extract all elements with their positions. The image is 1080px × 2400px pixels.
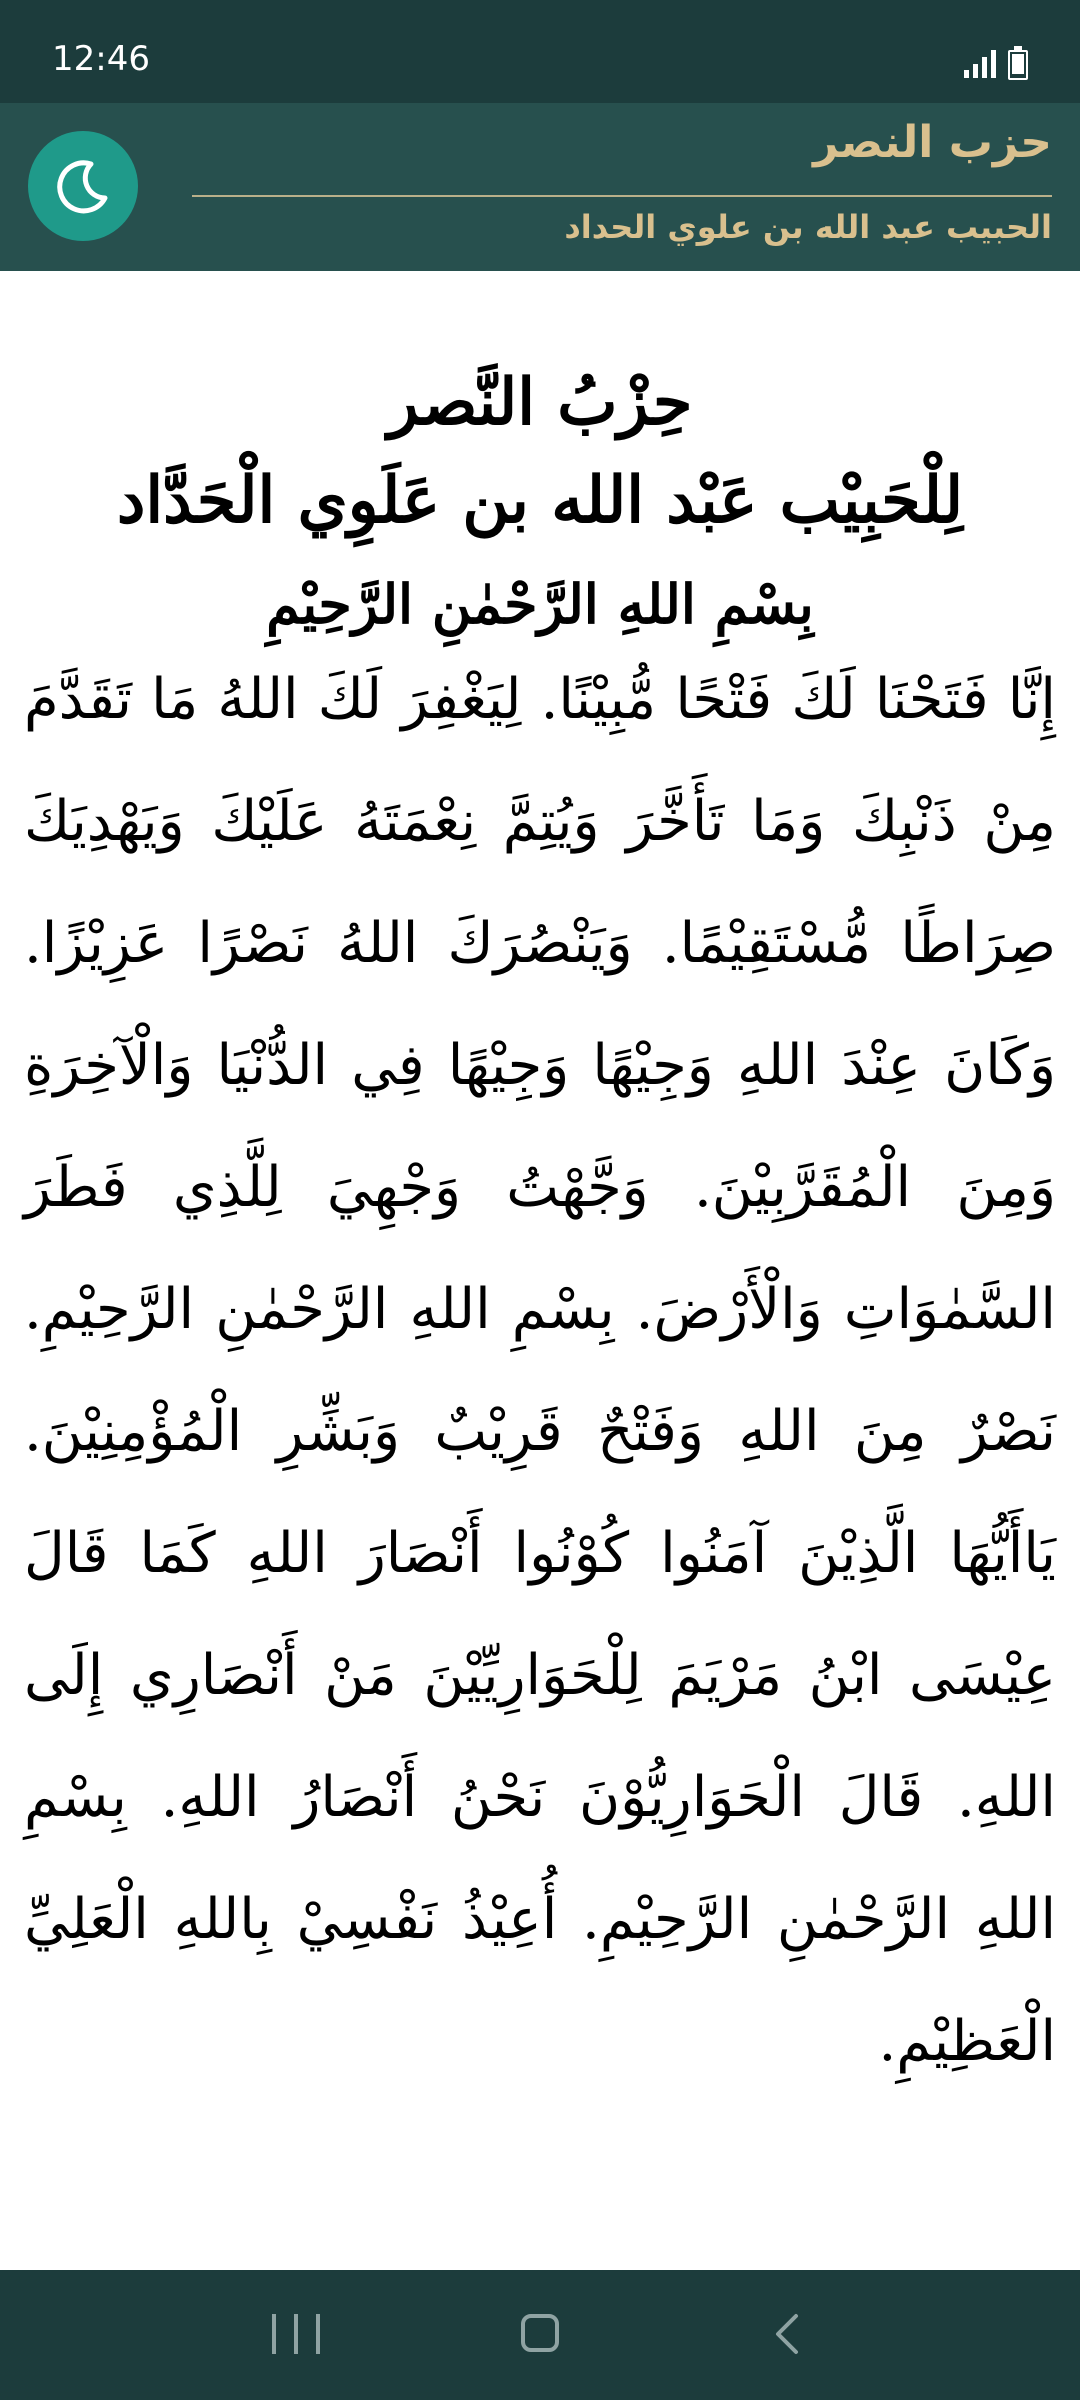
status-bar [0, 0, 1080, 103]
home-icon[interactable] [521, 2314, 559, 2352]
document-title: حِزْبُ النَّصر [387, 365, 693, 440]
document-view[interactable] [0, 271, 1080, 2270]
header-title: حزب النصر [813, 117, 1052, 168]
night-mode-button[interactable] [28, 131, 138, 241]
navigation-bar [0, 2270, 1080, 2400]
document-author: لِلْحَبِيْب عَبْد الله بن عَلَوِي الْحَدَّاد [116, 463, 964, 538]
app-header [0, 103, 1080, 271]
signal-icon [964, 48, 996, 78]
moon-icon [51, 154, 115, 218]
document-body: إِنَّا فَتَحْنَا لَكَ فَتْحًا مُّبِيْنًا. لِيَغْفِرَ لَكَ اللهُ مَا تَقَدَّمَ مِنْ ذَنْبِكَ وَمَا تَأَخَّرَ وَيُتِمَّ نِعْمَتَهُ عَلَيْكَ وَيَهْدِيَكَ صِرَاطًا مُّسْتَقِيْمًا. وَيَنْصُرَكَ اللهُ نَصْرًا عَزِيْزًا. وَكَانَ عِنْدَ اللهِ وَجِيْهًا وَجِيْهًا فِي الدُّنْيَا وَالْآخِرَةِ وَمِنَ الْمُقَرَّبِيْنَ. وَجَّهْتُ وَجْهِيَ لِلَّذِي فَطَرَ السَّمٰوَاتِ وَالْأَرْضَ. بِسْمِ اللهِ الرَّحْمٰنِ الرَّحِيْمِ. نَصْرٌ مِنَ اللهِ وَفَتْحٌ قَرِيْبٌ وَبَشِّرِ الْمُؤْمِنِيْنَ. يَاأَيُّهَا الَّذِيْنَ آمَنُوا كُوْنُوا أَنْصَارَ اللهِ كَمَا قَالَ عِيْسَى ابْنُ مَرْيَمَ لِلْحَوَارِيِّيْنَ مَنْ أَنْصَارِي إِلَى اللهِ. قَالَ الْحَوَارِيُّوْنَ نَحْنُ أَنْصَارُ اللهِ. بِسْمِ اللهِ الرَّحْمٰنِ الرَّحِيْمِ. أُعِيْذُ نَفْسِيْ بِاللهِ الْعَلِيِّ الْعَظِيْمِ. [24, 667, 1056, 2075]
status-time: 12:46 [52, 39, 150, 79]
basmala: بِسْمِ اللهِ الرَّحْمٰنِ الرَّحِيْمِ [266, 572, 814, 636]
status-icons [964, 46, 1028, 78]
recent-apps-icon[interactable] [272, 2314, 320, 2354]
header-subtitle: الحبيب عبد الله بن علوي الحداد [564, 208, 1052, 246]
back-icon[interactable] [768, 2312, 808, 2356]
header-divider [192, 195, 1052, 197]
battery-icon [1008, 46, 1028, 78]
